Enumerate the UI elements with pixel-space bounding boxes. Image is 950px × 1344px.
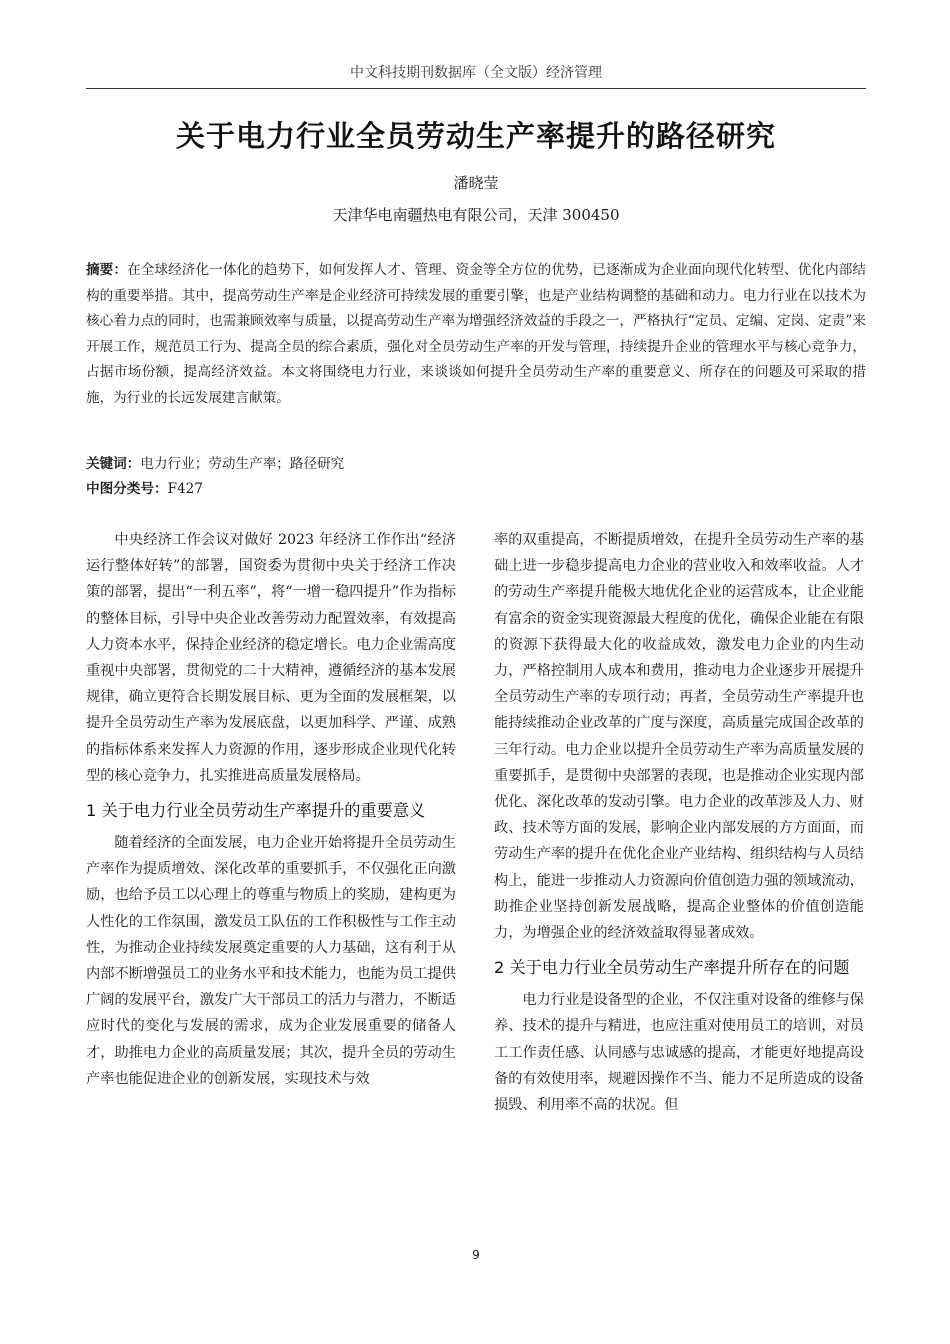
abstract-label: 摘要： <box>86 262 128 278</box>
keywords-label: 关键词： <box>86 456 141 472</box>
author-affiliation: 天津华电南疆热电有限公司，天津 300450 <box>332 206 620 224</box>
classification-label: 中图分类号： <box>86 481 168 497</box>
author-name: 潘晓莹 <box>453 174 499 192</box>
abstract <box>86 258 866 411</box>
keywords-text: 电力行业；劳动生产率；路径研究 <box>140 456 345 472</box>
abstract-text: 在全球经济化一体化的趋势下，如何发挥人才、管理、资金等全方位的优势，已逐渐成为企业面向现代化转型、优化内部结构的重要举措。其中，提高劳动生产率是企业经济可持续发展的重要引擎，也是产业结构调整的基础和动力。电力行业在以技术为核心着力点的同时，也需兼顾效率与质量，以提高劳动生产率为增强经济效益的手段之一，严格执行“定员、定编、定岗、定责”来开展工作，规范员工行为、提高全员的综合素质，强化对全员劳动生产率的开发与管理，持续提升企业的管理水平与核心竞争力，占据市场份额，提高经济效益。本文将围绕电力行业，来谈谈如何提升全员劳动生产率的重要意义、所存在的问题及可采取的措施，为行业的长远发展建言献策。 <box>86 262 867 406</box>
page-number: 9 <box>472 1248 480 1262</box>
body-column-right <box>494 527 864 1118</box>
section-1-paragraph-part1: 随着经济的全面发展，电力企业开始将提升全员劳动生产率作为提质增效、深化改革的重要抓手，不仅强化正向激励，也给予员工以心理上的尊重与物质上的奖励，建构更为人性化的工作氛围，激发员工队伍的工作积极性与工作主动性，为推动企业持续发展奠定重要的人力基础，这有利于从内部不断增强员工的业务水平和技术能力，也能为员工提供广阔的发展平台，激发广大干部员工的活力与潜力，不断适应时代的变化与发展的需求，成为企业发展重要的储备人才，助推电力企业的高质量发展；其次，提升全员的劳动生产率也能促进企业的创新发展，实现技术与效 <box>86 835 456 1087</box>
classification-text: F427 <box>167 481 203 497</box>
section-2-heading: 2 关于电力行业全员劳动生产率提升所存在的问题 <box>494 958 850 978</box>
intro-paragraph: 中央经济工作会议对做好 2023 年经济工作作出“经济运行整体好转”的部署，国资委为贯彻中央关于经济工作决策的部署，提出“一利五率”，将“一增一稳四提升”作为指标的整体目标，引导中央企业改善劳动力配置效率，有效提高人力资本水平，保持企业经济的稳定增长。电力企业需高度重视中央部署，贯彻党的二十大精神，遵循经济的基本发展规律，确立更符合长期发展目标、更为全面的发展框架，以提升全员劳动生产率为发展底盘，以更加科学、严谨、成熟的指标体系来发挥人力资源的作用，逐步形成企业现代化转型的核心竞争力，扎实推进高质量发展格局。 <box>86 532 456 784</box>
section-1-heading: 1 关于电力行业全员劳动生产率提升的重要意义 <box>86 801 426 821</box>
classification-number <box>86 477 866 501</box>
section-1-paragraph-part2: 率的双重提高，不断提质增效，在提升全员劳动生产率的基础上进一步稳步提高电力企业的营业收入和效率收益。人才的劳动生产率提升能极大地优化企业的运营成本，让企业能有富余的资金实现资源最大程度的优化，确保企业能在有限的资源下获得最大化的收益成效，激发电力企业的内生动力，严格控制用人成本和费用，推动电力企业逐步开展提升全员劳动生产率的专项行动；再者，全员劳动生产率提升也能持续推动企业改革的广度与深度，高质量完成国企改革的三年行动。电力企业以提升全员劳动生产率为高质量发展的重要抓手，是贯彻中央部署的表现，也是推动企业实现内部优化、深化改革的发动引擎。电力企业的改革涉及人力、财政、技术等方面的发展，影响企业内部发展的方方面面，而劳动生产率的提升在优化企业产业结构、组织结构与人员结构上，能进一步推动人力资源向价值创造力强的领域流动，助推企业坚持创新发展战略，提高企业整体的价值创造能力，为增强企业的经济效益取得显著成效。 <box>494 532 864 942</box>
section-2-paragraph: 电力行业是设备型的企业，不仅注重对设备的维修与保养、技术的提升与精进，也应注重对使用员工的培训，对员工工作责任感、认同感与忠诚感的提高，才能更好地提高设备的有效使用率，规避因操作不当、能力不足所造成的设备损毁、利用率不高的状况。但 <box>494 992 864 1114</box>
running-header: 中文科技期刊数据库（全文版）经济管理 <box>86 62 866 89</box>
body-column-left <box>86 527 456 1092</box>
keywords <box>86 452 866 476</box>
article-title: 关于电力行业全员劳动生产率提升的路径研究 <box>175 119 776 153</box>
